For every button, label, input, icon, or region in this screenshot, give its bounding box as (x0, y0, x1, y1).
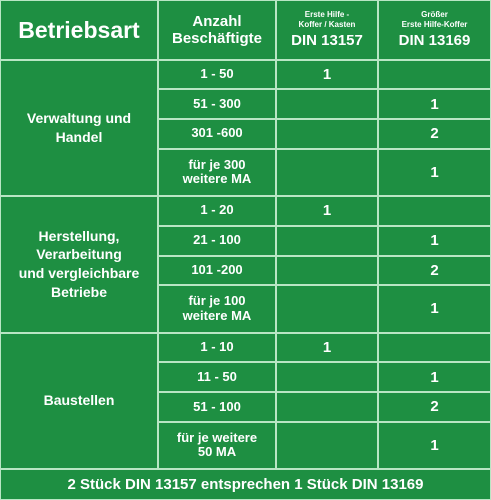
din13157-cell: 1 (276, 196, 378, 226)
count-cell: 51 - 300 (158, 89, 276, 119)
header-anzahl-beschaeftigte (158, 0, 276, 60)
header-din13169-label: DIN 13169 (398, 32, 471, 50)
din13157-cell (276, 422, 378, 469)
din13157-cell (276, 392, 378, 422)
count-cell: 51 - 100 (158, 392, 276, 422)
din13169-cell (378, 196, 491, 226)
din13157-cell (276, 285, 378, 332)
header-betriebsart: Betriebsart (0, 0, 158, 60)
count-line: für je 100 (188, 293, 246, 309)
din13169-cell: 2 (378, 392, 491, 422)
din13169-cell (378, 333, 491, 363)
din13157-cell: 1 (276, 333, 378, 363)
group-label-line: Betriebe (50, 284, 108, 301)
header-row (0, 0, 491, 60)
count-cell: 1 - 20 (158, 196, 276, 226)
count-line: weitere MA (182, 171, 252, 187)
din13157-cell (276, 362, 378, 392)
count-cell: 1 - 10 (158, 333, 276, 363)
group-label-baustellen (0, 333, 158, 470)
group-label-line: Baustellen (43, 392, 115, 409)
din13169-cell: 1 (378, 422, 491, 469)
count-cell (158, 285, 276, 332)
group-label-line: Verarbeitung (36, 246, 122, 263)
header-din13157-line1: Erste Hilfe - (304, 10, 350, 20)
group-label-line: und vergleichbare (18, 265, 140, 282)
din13157-cell (276, 226, 378, 256)
group-label-line: Verwaltung und (26, 109, 132, 126)
count-cell (158, 422, 276, 469)
table-row (0, 196, 491, 226)
din13169-cell: 1 (378, 362, 491, 392)
table-row (0, 333, 491, 363)
count-cell: 1 - 50 (158, 60, 276, 90)
group-label-verwaltung (0, 60, 158, 197)
header-anzahl: Anzahl (192, 12, 242, 30)
header-din-13169 (378, 0, 491, 60)
count-cell: 101 -200 (158, 256, 276, 286)
din13169-cell: 1 (378, 89, 491, 119)
din13169-cell: 2 (378, 256, 491, 286)
count-cell: 11 - 50 (158, 362, 276, 392)
group-label-herstellung (0, 196, 158, 333)
din13157-cell (276, 89, 378, 119)
count-line: für je 300 (188, 156, 246, 172)
footer-row (0, 469, 491, 500)
din13157-cell (276, 256, 378, 286)
din13157-cell (276, 149, 378, 196)
count-cell: 21 - 100 (158, 226, 276, 256)
header-din13157-line2: Koffer / Kasten (298, 20, 356, 30)
count-cell: 301 -600 (158, 119, 276, 149)
header-beschaeftigte: Beschäftigte (171, 29, 263, 47)
din13157-cell: 1 (276, 60, 378, 90)
din13169-cell: 2 (378, 119, 491, 149)
table-row (0, 60, 491, 90)
din13169-cell (378, 60, 491, 90)
count-line: 50 MA (197, 444, 237, 460)
count-line: weitere MA (182, 307, 252, 323)
header-din13157-label: DIN 13157 (291, 32, 363, 50)
count-line: für je weitere (176, 429, 258, 445)
din13169-cell: 1 (378, 149, 491, 196)
din13169-cell: 1 (378, 285, 491, 332)
header-din13169-line1: Größer (421, 10, 448, 20)
group-label-line: Herstellung, (38, 227, 120, 244)
header-din-13157 (276, 0, 378, 60)
group-label-line: Handel (55, 128, 103, 145)
footer-note: 2 Stück DIN 13157 entsprechen 1 Stück DIN 13169 (0, 469, 491, 500)
header-din13169-line2: Erste Hilfe-Koffer (401, 20, 468, 30)
din13157-cell (276, 119, 378, 149)
count-cell (158, 149, 276, 196)
din13169-cell: 1 (378, 226, 491, 256)
